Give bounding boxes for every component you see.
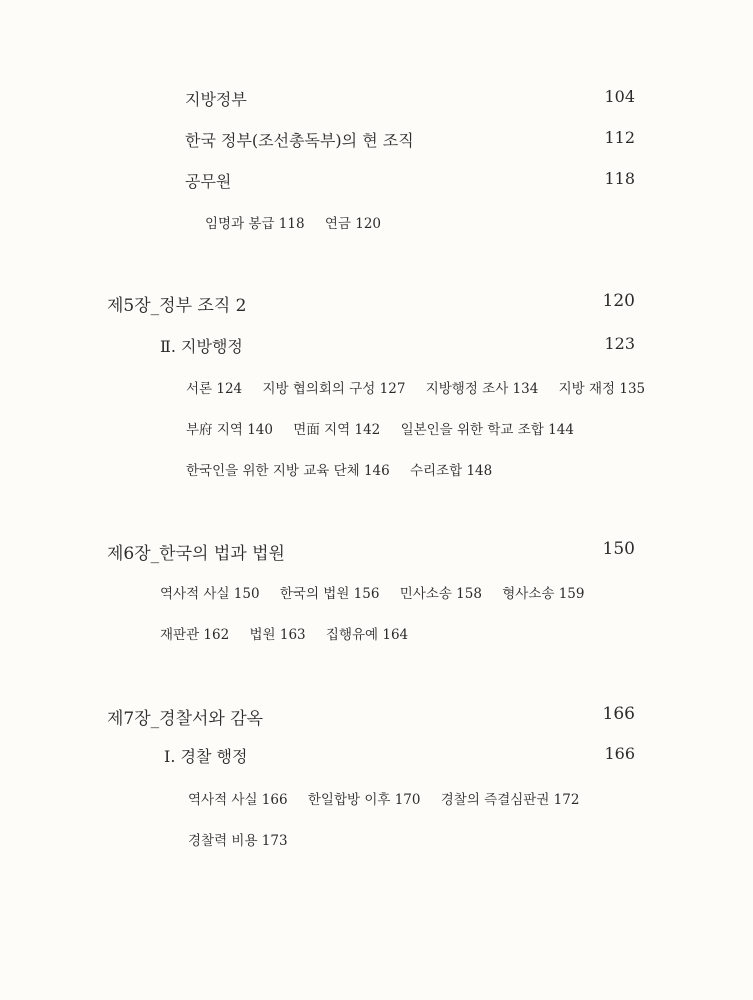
chapter-title: 제5장_정부 조직 2 (107, 296, 247, 316)
toc-entry-title: 공무원 (185, 172, 232, 191)
toc-entry-title: 지방정부 (185, 90, 247, 109)
toc-subitem[interactable]: 부府 지역 140 (186, 422, 273, 438)
toc-subitem[interactable]: 지방행정 조사 134 (425, 381, 539, 397)
toc-subitem[interactable]: 경찰의 즉결심판권 172 (440, 792, 580, 808)
toc-subitem[interactable]: 역사적 사실 166 (188, 792, 288, 808)
toc-subitem[interactable]: 한국의 법원 156 (279, 586, 380, 602)
toc-subitems (186, 377, 645, 397)
chapter-title: 제6장_한국의 법과 법원 (107, 544, 285, 564)
toc-section-page: 123 (604, 334, 635, 353)
toc-subitem[interactable]: 임명과 봉급 118 (205, 216, 305, 232)
toc-subitem[interactable]: 민사소송 158 (399, 586, 482, 602)
toc-subitem[interactable]: 역사적 사실 150 (160, 586, 260, 602)
toc-subitems (188, 788, 579, 808)
toc-subitem[interactable]: 서론 124 (186, 381, 243, 397)
toc-subitem[interactable]: 일본인을 위한 학교 조합 144 (400, 422, 574, 438)
toc-subitem[interactable]: 형사소송 159 (502, 586, 585, 602)
toc-section-title: Ⅰ. 경찰 행정 (164, 747, 248, 766)
toc-subitem[interactable]: 법원 163 (249, 627, 306, 643)
toc-subitem[interactable]: 한국인을 위한 지방 교육 단체 146 (186, 463, 390, 479)
toc-subitems (160, 623, 408, 643)
toc-subitems (186, 459, 492, 479)
toc-subitem[interactable]: 지방 재정 135 (558, 381, 646, 397)
toc-section-title: Ⅱ. 지방행정 (160, 337, 243, 356)
chapter-page: 150 (602, 539, 635, 559)
chapter-page: 166 (602, 704, 635, 724)
toc-entry-page: 112 (604, 128, 635, 147)
chapter-title: 제7장_경찰서와 감옥 (107, 709, 264, 729)
toc-subitems (188, 829, 288, 849)
toc-entry-page: 104 (604, 87, 635, 106)
toc-subitem[interactable]: 면面 지역 142 (293, 422, 381, 438)
toc-subitem[interactable]: 수리조합 148 (410, 463, 493, 479)
chapter-page: 120 (602, 291, 635, 311)
toc-subitem[interactable]: 지방 협의회의 구성 127 (262, 381, 406, 397)
toc-subitems (160, 582, 584, 602)
toc-subitem[interactable]: 집행유예 164 (325, 627, 409, 643)
toc-subitems (205, 212, 381, 232)
toc-subitem[interactable]: 연금 120 (324, 216, 381, 232)
toc-subitem[interactable]: 한일합방 이후 170 (307, 792, 421, 808)
toc-section-page: 166 (604, 744, 635, 763)
toc-subitem[interactable]: 재판관 162 (160, 627, 230, 643)
toc-subitem[interactable]: 경찰력 비용 173 (188, 833, 288, 849)
toc-entry-title: 한국 정부(조선총독부)의 현 조직 (185, 131, 414, 150)
toc-entry-page: 118 (604, 169, 635, 188)
toc-subitems (186, 418, 574, 438)
